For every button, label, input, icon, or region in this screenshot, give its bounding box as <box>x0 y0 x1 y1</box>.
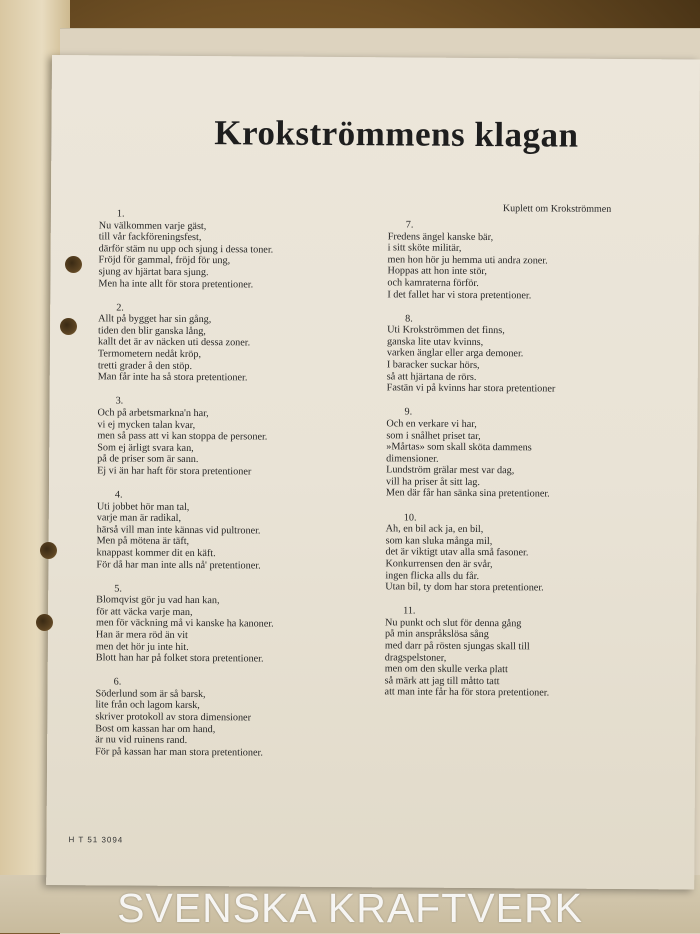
verse <box>95 677 273 759</box>
verse-line: Uti Krokströmmen det finns, <box>387 324 505 337</box>
verse-number: 4. <box>114 489 123 501</box>
verse-line: dimensioner. <box>386 453 439 465</box>
verse-line: varje man är radikal, <box>96 512 182 525</box>
verse-line: »Mårtas» som skall sköta dammens <box>386 441 532 454</box>
verse-line: härså vill man inte kännas vid pultroner. <box>96 524 261 537</box>
verse-line: för att väcka varje man, <box>96 606 193 618</box>
verse-line: sjung av hjärtat bara sjung. <box>98 266 209 279</box>
verse-line: ganska lite utav kvinns, <box>386 336 484 348</box>
verse-number: 2. <box>116 302 124 314</box>
verse <box>97 396 275 478</box>
verse-line: Uti jobbet hör man tal, <box>96 500 190 513</box>
verse-line: vi ej mycken talan kvar, <box>97 418 196 431</box>
verse-line: och kamraterna förför. <box>387 277 479 289</box>
verse-line: Som ej ärligt svara kan, <box>97 442 194 454</box>
verse-number: 9. <box>404 406 413 418</box>
verse-number: 3. <box>115 395 124 407</box>
verse-line: Ej vi än har haft för stora pretentioner <box>97 465 252 478</box>
verse-number: 11. <box>403 605 416 617</box>
verse-number: 8. <box>405 313 413 325</box>
verse-line: det är viktigt utav alla små fasoner. <box>385 546 529 559</box>
verse-line: som kan sluka många mil, <box>385 535 493 547</box>
verse-line: men så pass att vi kan stoppa de personer. <box>97 430 268 443</box>
verse-line: på de priser som är sann. <box>97 453 199 466</box>
watermark: SVENSKA KRAFTVERK <box>117 885 583 931</box>
verse-line: kallt det är av näcken uti dessa zoner. <box>97 336 251 349</box>
verse-line: men det hör ju inte hit. <box>95 640 189 653</box>
verse-line: Men på mötena är täft, <box>96 535 190 548</box>
verse-line: men för väckning må vi kanske ha kanoner. <box>95 617 274 630</box>
binder-hole <box>36 614 53 631</box>
verse-line: Men där får han sänka sina pretentioner. <box>385 487 550 500</box>
verse-line: Termometern nedåt kröp, <box>97 348 202 361</box>
verse-line: Blott han har på folket stora pretentioner. <box>95 652 264 665</box>
verse-line: Ah, en bil ack ja, en bil, <box>385 523 484 536</box>
verse-line: så märk att jag till måtto tatt <box>384 675 500 687</box>
verse-line: Man får inte ha så stora pretentioner. <box>97 371 248 384</box>
song-sheet <box>46 55 700 890</box>
verse <box>96 489 274 571</box>
verse <box>387 219 556 301</box>
verse-line: tiden den blir ganska lång, <box>98 325 206 337</box>
verse-line: Och en verkare vi har, <box>386 418 477 430</box>
verse-line: till vår fackföreningsfest, <box>98 231 202 244</box>
verse-line: Allt på bygget har sin gång, <box>98 313 212 326</box>
verse-line: I baracker suckar hörs, <box>386 359 480 372</box>
verse-line: varken änglar eller arga demoner. <box>386 347 524 360</box>
verse-number: 6. <box>113 676 122 688</box>
verse-line: med darr på rösten sjungas skall till <box>384 640 530 653</box>
verse-number: 7. <box>405 219 414 231</box>
verse-line: lite från och lagom karsk, <box>95 699 200 712</box>
verse-number: 1. <box>116 208 125 220</box>
verse-line: Blomqvist gör ju vad han kan, <box>96 594 220 607</box>
verse-line: Lundström grälar mest var dag, <box>386 464 515 477</box>
verse-line: i sitt sköte militär, <box>387 242 462 255</box>
verse-line: men hon hör ju hemma uti andra zoner. <box>387 254 548 267</box>
verse-line: Men ha inte allt för stora pretentioner. <box>98 277 254 290</box>
binder-hole <box>65 256 82 273</box>
verse-line: men om den skulle verka platt <box>384 663 508 676</box>
verse-line: vill ha priser åt sitt lag. <box>385 476 481 488</box>
verse-line: För då har man inte alls nå' pretentioner. <box>96 558 261 572</box>
verse <box>387 313 556 395</box>
verse-line: på min anspråkslösa sång <box>384 628 489 641</box>
verse-line: Nu punkt och slut för denna gång <box>385 617 522 630</box>
verse-line: att man inte får ha för stora pretentioner. <box>384 686 550 699</box>
verse-line: I det fallet har vi stora pretentioner. <box>387 288 532 301</box>
verse-number: 5. <box>114 583 122 595</box>
verse-line: skriver protokoll av stora dimensioner <box>95 711 252 724</box>
verse-line: knappast kommer dit en käft. <box>96 547 216 560</box>
verse <box>386 407 555 501</box>
verse-line: Han är mera röd än vit <box>95 629 188 641</box>
verse-line: Konkurrensen den är svår, <box>385 558 493 571</box>
verse-line: dragspelstoner, <box>384 651 447 664</box>
verse-line: därför stäm nu upp och sjung i dessa toner. <box>98 243 274 256</box>
binder-hole <box>60 318 77 335</box>
verse-line: är nu vid ruinens rand. <box>95 734 188 747</box>
verse <box>385 606 554 700</box>
song-title: Krokströmmens klagan <box>214 113 579 155</box>
verse-line: Hoppas att hon inte stör, <box>387 265 488 278</box>
song-subtitle: Kuplett om Krokströmmen <box>502 203 612 215</box>
verse-line: Nu välkommen varje gäst, <box>98 219 207 232</box>
verse-line: tretti grader å den stöp. <box>97 359 193 372</box>
verse-line: För på kassan har man stora pretentioner. <box>95 746 263 759</box>
verse-number: 10. <box>403 512 417 524</box>
verse-line: Bost om kassan har om hand, <box>95 722 216 735</box>
verse <box>98 208 276 290</box>
verse-line: Fastän vi på kvinns har stora pretentioner <box>386 382 556 395</box>
verse <box>98 302 276 384</box>
verse-line: ingen flicka alls du får. <box>385 569 480 582</box>
left-verse-column <box>95 208 277 771</box>
right-verse-column <box>384 219 556 712</box>
verse-line: så att hjärtana de rörs. <box>386 370 477 383</box>
verse <box>385 512 554 594</box>
verse-line: Söderlund som är så barsk, <box>95 688 206 700</box>
verse-line: som i snålhet priset tar, <box>386 429 481 442</box>
verse-line: Fredens ängel kanske bär, <box>387 230 494 243</box>
verse-line: Och på arbetsmarkna'n har, <box>97 407 209 420</box>
form-code: H T 51 3094 <box>68 835 124 845</box>
verse-line: Fröjd för gammal, fröjd för ung, <box>98 254 231 267</box>
verse-line: Utan bil, ty dom har stora pretentioner. <box>385 581 544 594</box>
binder-hole <box>40 542 57 559</box>
verse <box>96 583 274 665</box>
